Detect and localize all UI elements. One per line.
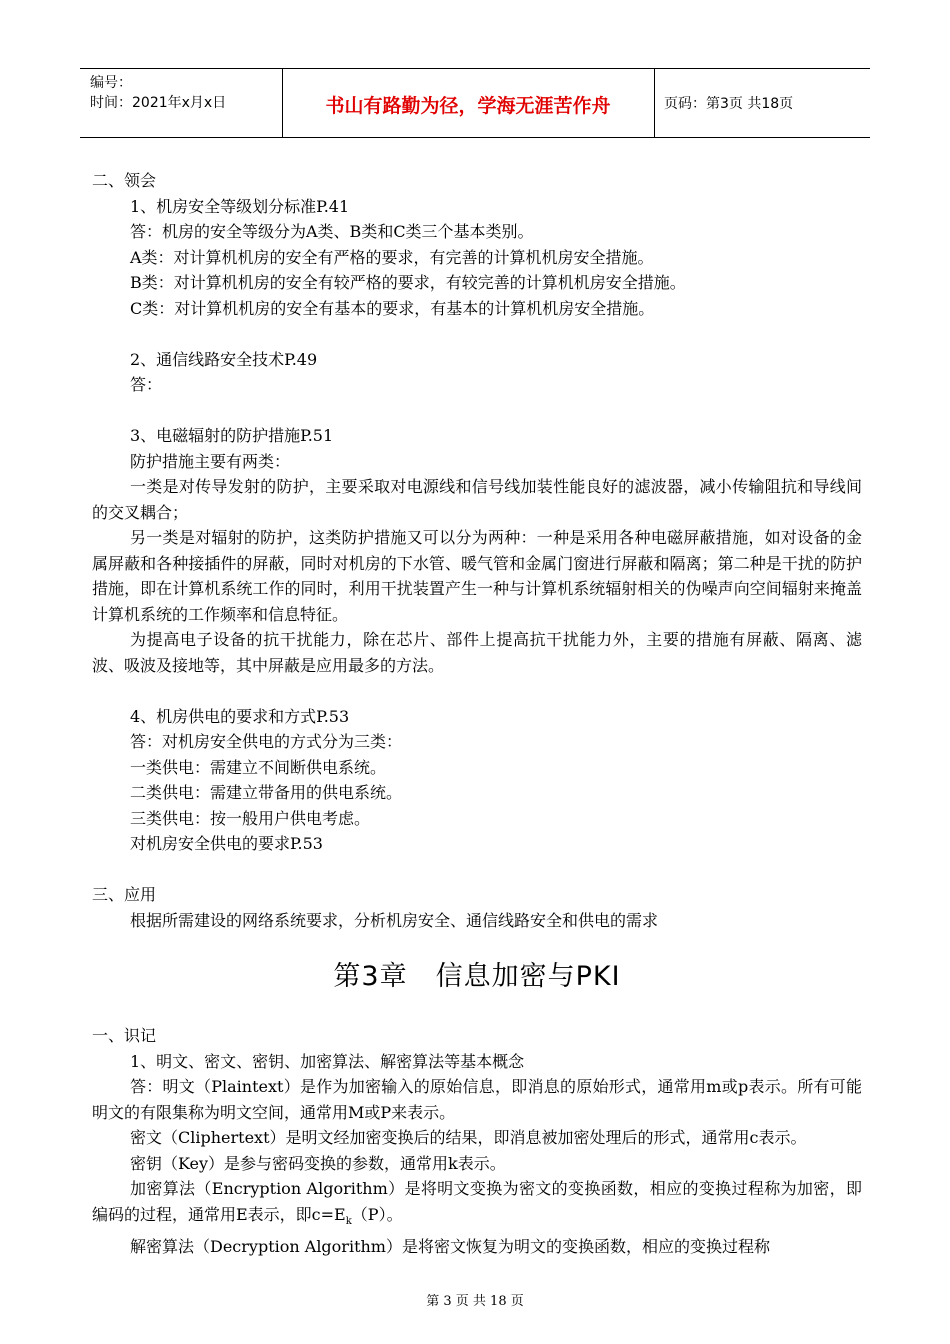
section-heading: 三、应用 bbox=[92, 885, 157, 904]
item-heading: 1、机房安全等级划分标准P.41 bbox=[130, 196, 350, 216]
item-heading: 1、明文、密文、密钥、加密算法、解密算法等基本概念 bbox=[130, 1051, 525, 1071]
paragraph: 二类供电：需建立带备用的供电系统。 bbox=[130, 783, 403, 802]
paragraph: 另一类是对辐射的防护，这类防护措施又可以分为两种：一种是采用各种电磁屏蔽措施，如对设备的金属屏蔽和各种接插件的屏蔽，同时对机房的下水管、暖气管和金属门窗进行屏蔽和隔离；第二种是干扰的防护措施，即在计算机系统工作的同时，利用干扰装置产生一种与计算机系统辐射相关的伪噪声向空间辐射来掩盖计算机系统的工作频率和信息特征。 bbox=[92, 528, 862, 624]
paragraph: 一类供电：需建立不间断供电系统。 bbox=[130, 757, 387, 777]
paragraph: A类：对计算机机房的安全有严格的要求，有完善的计算机机房安全措施。 bbox=[130, 247, 654, 267]
paragraph-text: （P）。 bbox=[351, 1204, 403, 1224]
paragraph: 答：机房的安全等级分为A类、B类和C类三个基本类别。 bbox=[130, 222, 534, 241]
chapter-title: 第3章 信息加密与PKI bbox=[333, 961, 621, 992]
paragraph: 密文（Cliphertext）是明文经加密变换后的结果，即消息被加密处理后的形式，通常用c表示。 bbox=[130, 1128, 807, 1147]
header-date: 时间：2021年x月x日 bbox=[90, 95, 227, 111]
paragraph: 三类供电：按一般用户供电考虑。 bbox=[130, 808, 371, 828]
paragraph: 对机房安全供电的要求P.53 bbox=[130, 834, 323, 853]
paragraph: 为提高电子设备的抗干扰能力，除在芯片、部件上提高抗干扰能力外，主要的措施有屏蔽、隔离、滤波、吸波及接地等，其中屏蔽是应用最多的方法。 bbox=[92, 630, 862, 675]
header-meta bbox=[90, 73, 226, 113]
paragraph: C类：对计算机机房的安全有基本的要求，有基本的计算机机房安全措施。 bbox=[130, 298, 655, 318]
section-heading: 二、领会 bbox=[92, 171, 157, 190]
paragraph: 答：明文（Plaintext）是作为加密输入的原始信息，即消息的原始形式，通常用m或p表示。所有可能明文的有限集称为明文空间，通常用M或P来表示。 bbox=[92, 1077, 862, 1122]
page-footer: 第 3 页 共 18 页 bbox=[426, 1294, 524, 1309]
document-body bbox=[92, 168, 862, 1260]
subscript: k bbox=[345, 1215, 352, 1227]
paragraph-text: 加密算法（Encryption Algorithm）是将明文变换为密文的变换函数，相应的变换过程称为加密，即编码的过程，通常用E表示，即c=E bbox=[92, 1179, 862, 1224]
paragraph: B类：对计算机机房的安全有较严格的要求，有较完善的计算机机房安全措施。 bbox=[130, 273, 686, 292]
section-heading: 一、识记 bbox=[92, 1026, 157, 1045]
paragraph: 答：对机房安全供电的方式分为三类： bbox=[130, 732, 403, 751]
item-heading: 2、通信线路安全技术P.49 bbox=[130, 349, 318, 369]
paragraph: 密钥（Key）是参与密码变换的参数，通常用k表示。 bbox=[130, 1153, 506, 1173]
paragraph: 防护措施主要有两类： bbox=[130, 451, 291, 471]
header-page-info: 页码：第3页 共18页 bbox=[664, 96, 794, 112]
paragraph: 答： bbox=[130, 375, 163, 394]
header-number: 编号： bbox=[90, 75, 132, 91]
paragraph: 根据所需建设的网络系统要求，分析机房安全、通信线路安全和供电的需求 bbox=[130, 910, 659, 930]
item-heading: 3、电磁辐射的防护措施P.51 bbox=[130, 426, 334, 445]
paragraph: 一类是对传导发射的防护，主要采取对电源线和信号线加装性能良好的滤波器，减小传输阻抗和导线间的交叉耦合； bbox=[92, 477, 862, 522]
page-header bbox=[80, 68, 870, 138]
paragraph bbox=[92, 1176, 862, 1234]
header-divider bbox=[654, 69, 655, 137]
header-motto: 书山有路勤为径，学海无涯苦作舟 bbox=[325, 95, 611, 117]
item-heading: 4、机房供电的要求和方式P.53 bbox=[130, 706, 350, 726]
paragraph: 解密算法（Decryption Algorithm）是将密文恢复为明文的变换函数，相应的变换过程称 bbox=[130, 1237, 770, 1257]
